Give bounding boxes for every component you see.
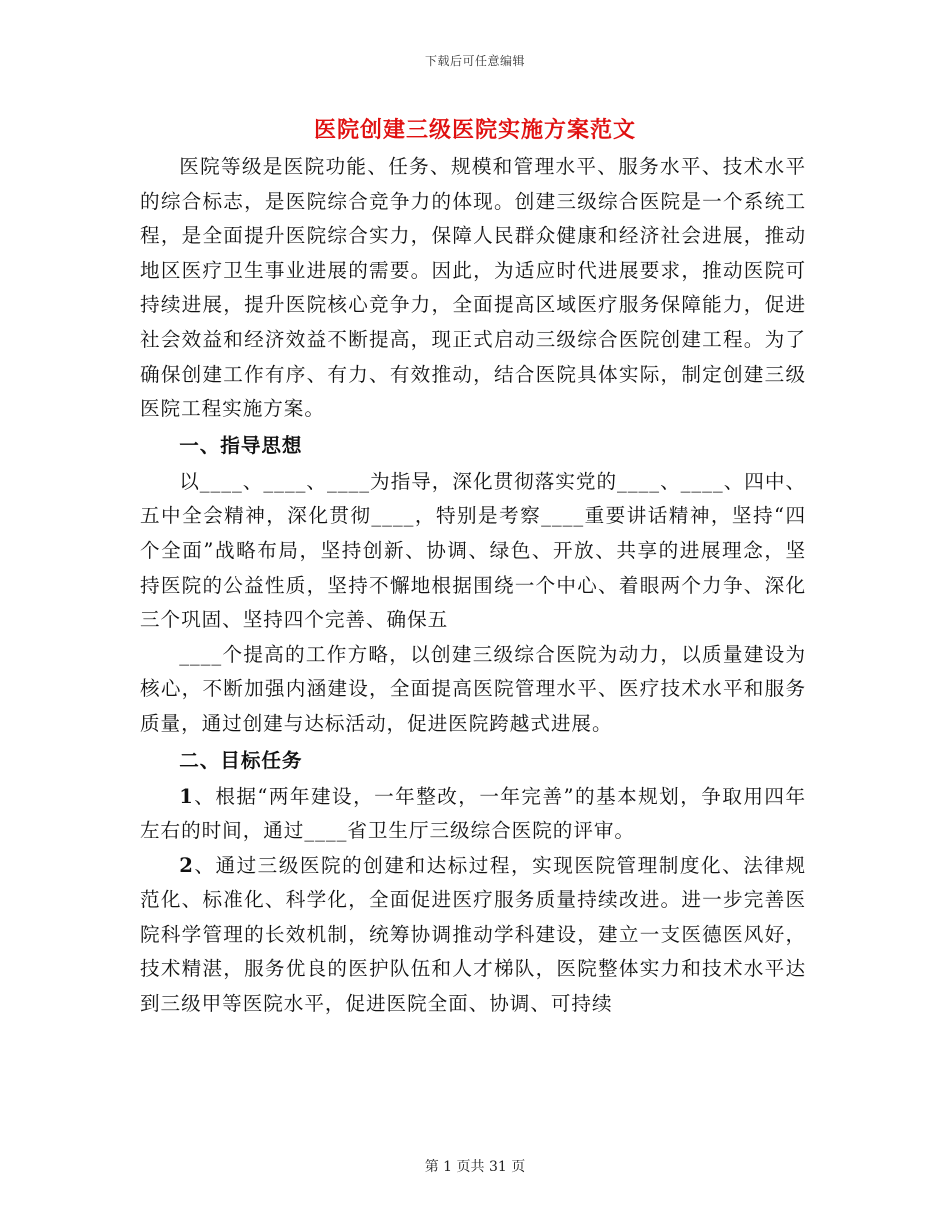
- document-title: 医院创建三级医院实施方案范文: [313, 117, 636, 143]
- guiding-ideology-paragraph-1: 以____、____、____为指导，深化贯彻落实党的____、____、四中、五中全会精神，深化贯彻____，特别是考察____重要讲话精神，坚持“四个全面”战略布局，坚持创新、协调、绿色、开放、共享的进展理念，坚持医院的公益性质，坚持不懈地根据围绕一个中心、着眼两个力争、深化三个巩固、坚持四个完善、确保五: [140, 469, 806, 632]
- document-body: [140, 150, 806, 1022]
- goal-item-2: [140, 849, 806, 1022]
- section-heading-guiding-ideology: 一、指导思想: [179, 433, 303, 457]
- intro-paragraph: 医院等级是医院功能、任务、规模和管理水平、服务水平、技术水平的综合标志，是医院综合竞争力的体现。创建三级综合医院是一个系统工程，是全面提升医院综合实力，保障人民群众健康和经济社会进展，推动地区医疗卫生事业进展的需要。因此，为适应时代进展要求，推动医院可持续进展，提升医院核心竞争力，全面提高区域医疗服务保障能力，促进社会效益和经济效益不断提高，现正式启动三级综合医院创建工程。为了确保创建工作有序、有力、有效推动，结合医院具体实际，制定创建三级医院工程实施方案。: [140, 155, 806, 421]
- goal-item-1-text: 、根据“两年建设，一年整改，一年完善”的基本规划，争取用四年左右的时间，通过____省卫生厅三级综合医院的评审。: [140, 784, 806, 843]
- header-note: 下载后可任意编辑: [424, 54, 525, 68]
- goal-item-1-number: 1: [179, 784, 194, 808]
- page-footer: 第 1 页共 31 页: [424, 1159, 526, 1175]
- guiding-ideology-paragraph-2: ____个提高的工作方略，以创建三级综合医院为动力，以质量建设为核心，不断加强内涵建设，全面提高医院管理水平、医疗技术水平和服务质量，通过创建与达标活动，促进医院跨越式进展。: [140, 642, 806, 735]
- goal-item-2-text: 、通过三级医院的创建和达标过程，实现医院管理制度化、法律规范化、标准化、科学化，全面促进医疗服务质量持续改进。进一步完善医院科学管理的长效机制，统筹协调推动学科建设，建立一支医德医风好，技术精湛，服务优良的医护队伍和人才梯队，医院整体实力和技术水平达到三级甲等医院水平，促进医院全面、协调、可持续: [140, 853, 806, 1016]
- goal-item-2-number: 2: [179, 853, 194, 877]
- goal-item-1: [140, 780, 806, 849]
- section-heading-goals: 二、目标任务: [179, 748, 303, 772]
